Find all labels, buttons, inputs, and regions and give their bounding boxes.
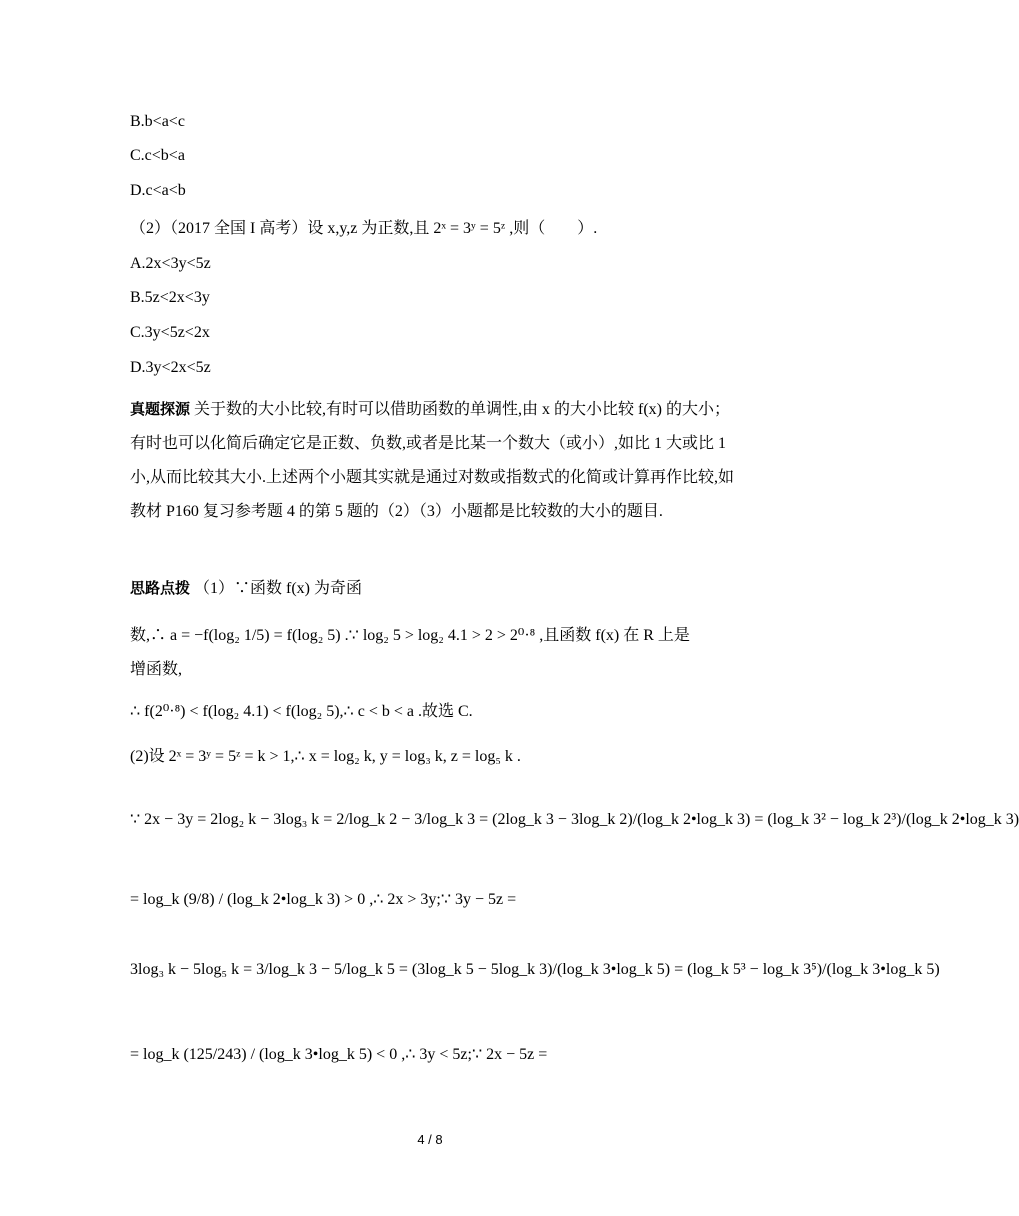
- hint-line-3: 增函数,: [130, 661, 183, 678]
- source-text: 关于数的大小比较,有时可以借助函数的单调性,由 x 的大小比较 f(x) 的大小；有时也可以化简后确定它是正数、负数,或者是比某一个数大（或小）,如比 1 大或比 1 小,从而比较其大小.上述两个小题其实就是通过对数或指数式的化简或计算再作比较,如教材 P160 复习参考题 4 的第 5 题的（2）（3）小题都是比较数的大小的题目.: [130, 401, 735, 520]
- option-d: D.c<a<b: [130, 182, 186, 199]
- hint-line-5: (2)设 2ˣ = 3ʸ = 5ᶻ = k > 1,∴ x = log₂ k, y = log₃ k, z = log₅ k .: [130, 748, 521, 765]
- question-2-stem: （2）（2017 全国 I 高考）设 x,y,z 为正数,且 2ˣ = 3ʸ = 5ᶻ ,则（ ）.: [130, 220, 598, 237]
- equation-1: ∵ 2x − 3y = 2log₂ k − 3log₃ k = 2/log_k 2 − 3/log_k 3 = (2log_k 3 − 3log_k 2)/(log_k 2•log_k 3) = (log_k 3² − log_k 2³)/(log_k 2•log_k 3): [130, 811, 1019, 828]
- q2-option-d: D.3y<2x<5z: [130, 359, 211, 376]
- q2-option-a: A.2x<3y<5z: [130, 255, 211, 272]
- hint-label: 思路点拨: [130, 579, 191, 597]
- equation-3: 3log₃ k − 5log₅ k = 3/log_k 3 − 5/log_k 5 = (3log_k 5 − 5log_k 3)/(log_k 3•log_k 5) = (log_k 5³ − log_k 3⁵)/(log_k 3•log_k 5): [130, 961, 940, 978]
- hint-line1-text: （1）∵函数 f(x) 为奇函: [194, 580, 363, 597]
- equation-2: = log_k (9/8) / (log_k 2•log_k 3) > 0 ,∴ 2x > 3y;∵ 3y − 5z =: [130, 891, 517, 908]
- hint-line-2: 数,∴ a = −f(log₂ 1/5) = f(log₂ 5) .∵ log₂ 5 > log₂ 4.1 > 2 > 2⁰·⁸ ,且函数 f(x) 在 R 上是: [130, 627, 690, 644]
- q2-option-b: B.5z<2x<3y: [130, 289, 210, 306]
- page-number: 4 / 8: [417, 1132, 443, 1147]
- option-c: C.c<b<a: [130, 147, 185, 164]
- equation-4: = log_k (125/243) / (log_k 3•log_k 5) < 0 ,∴ 3y < 5z;∵ 2x − 5z =: [130, 1046, 548, 1063]
- option-b: B.b<a<c: [130, 113, 185, 130]
- hint-line-1: [130, 578, 362, 599]
- source-paragraph: [130, 392, 735, 529]
- source-label: 真题探源: [130, 400, 191, 418]
- q2-option-c: C.3y<5z<2x: [130, 324, 210, 341]
- hint-line-4: ∴ f(2⁰·⁸) < f(log₂ 4.1) < f(log₂ 5),∴ c < b < a .故选 C.: [130, 703, 473, 720]
